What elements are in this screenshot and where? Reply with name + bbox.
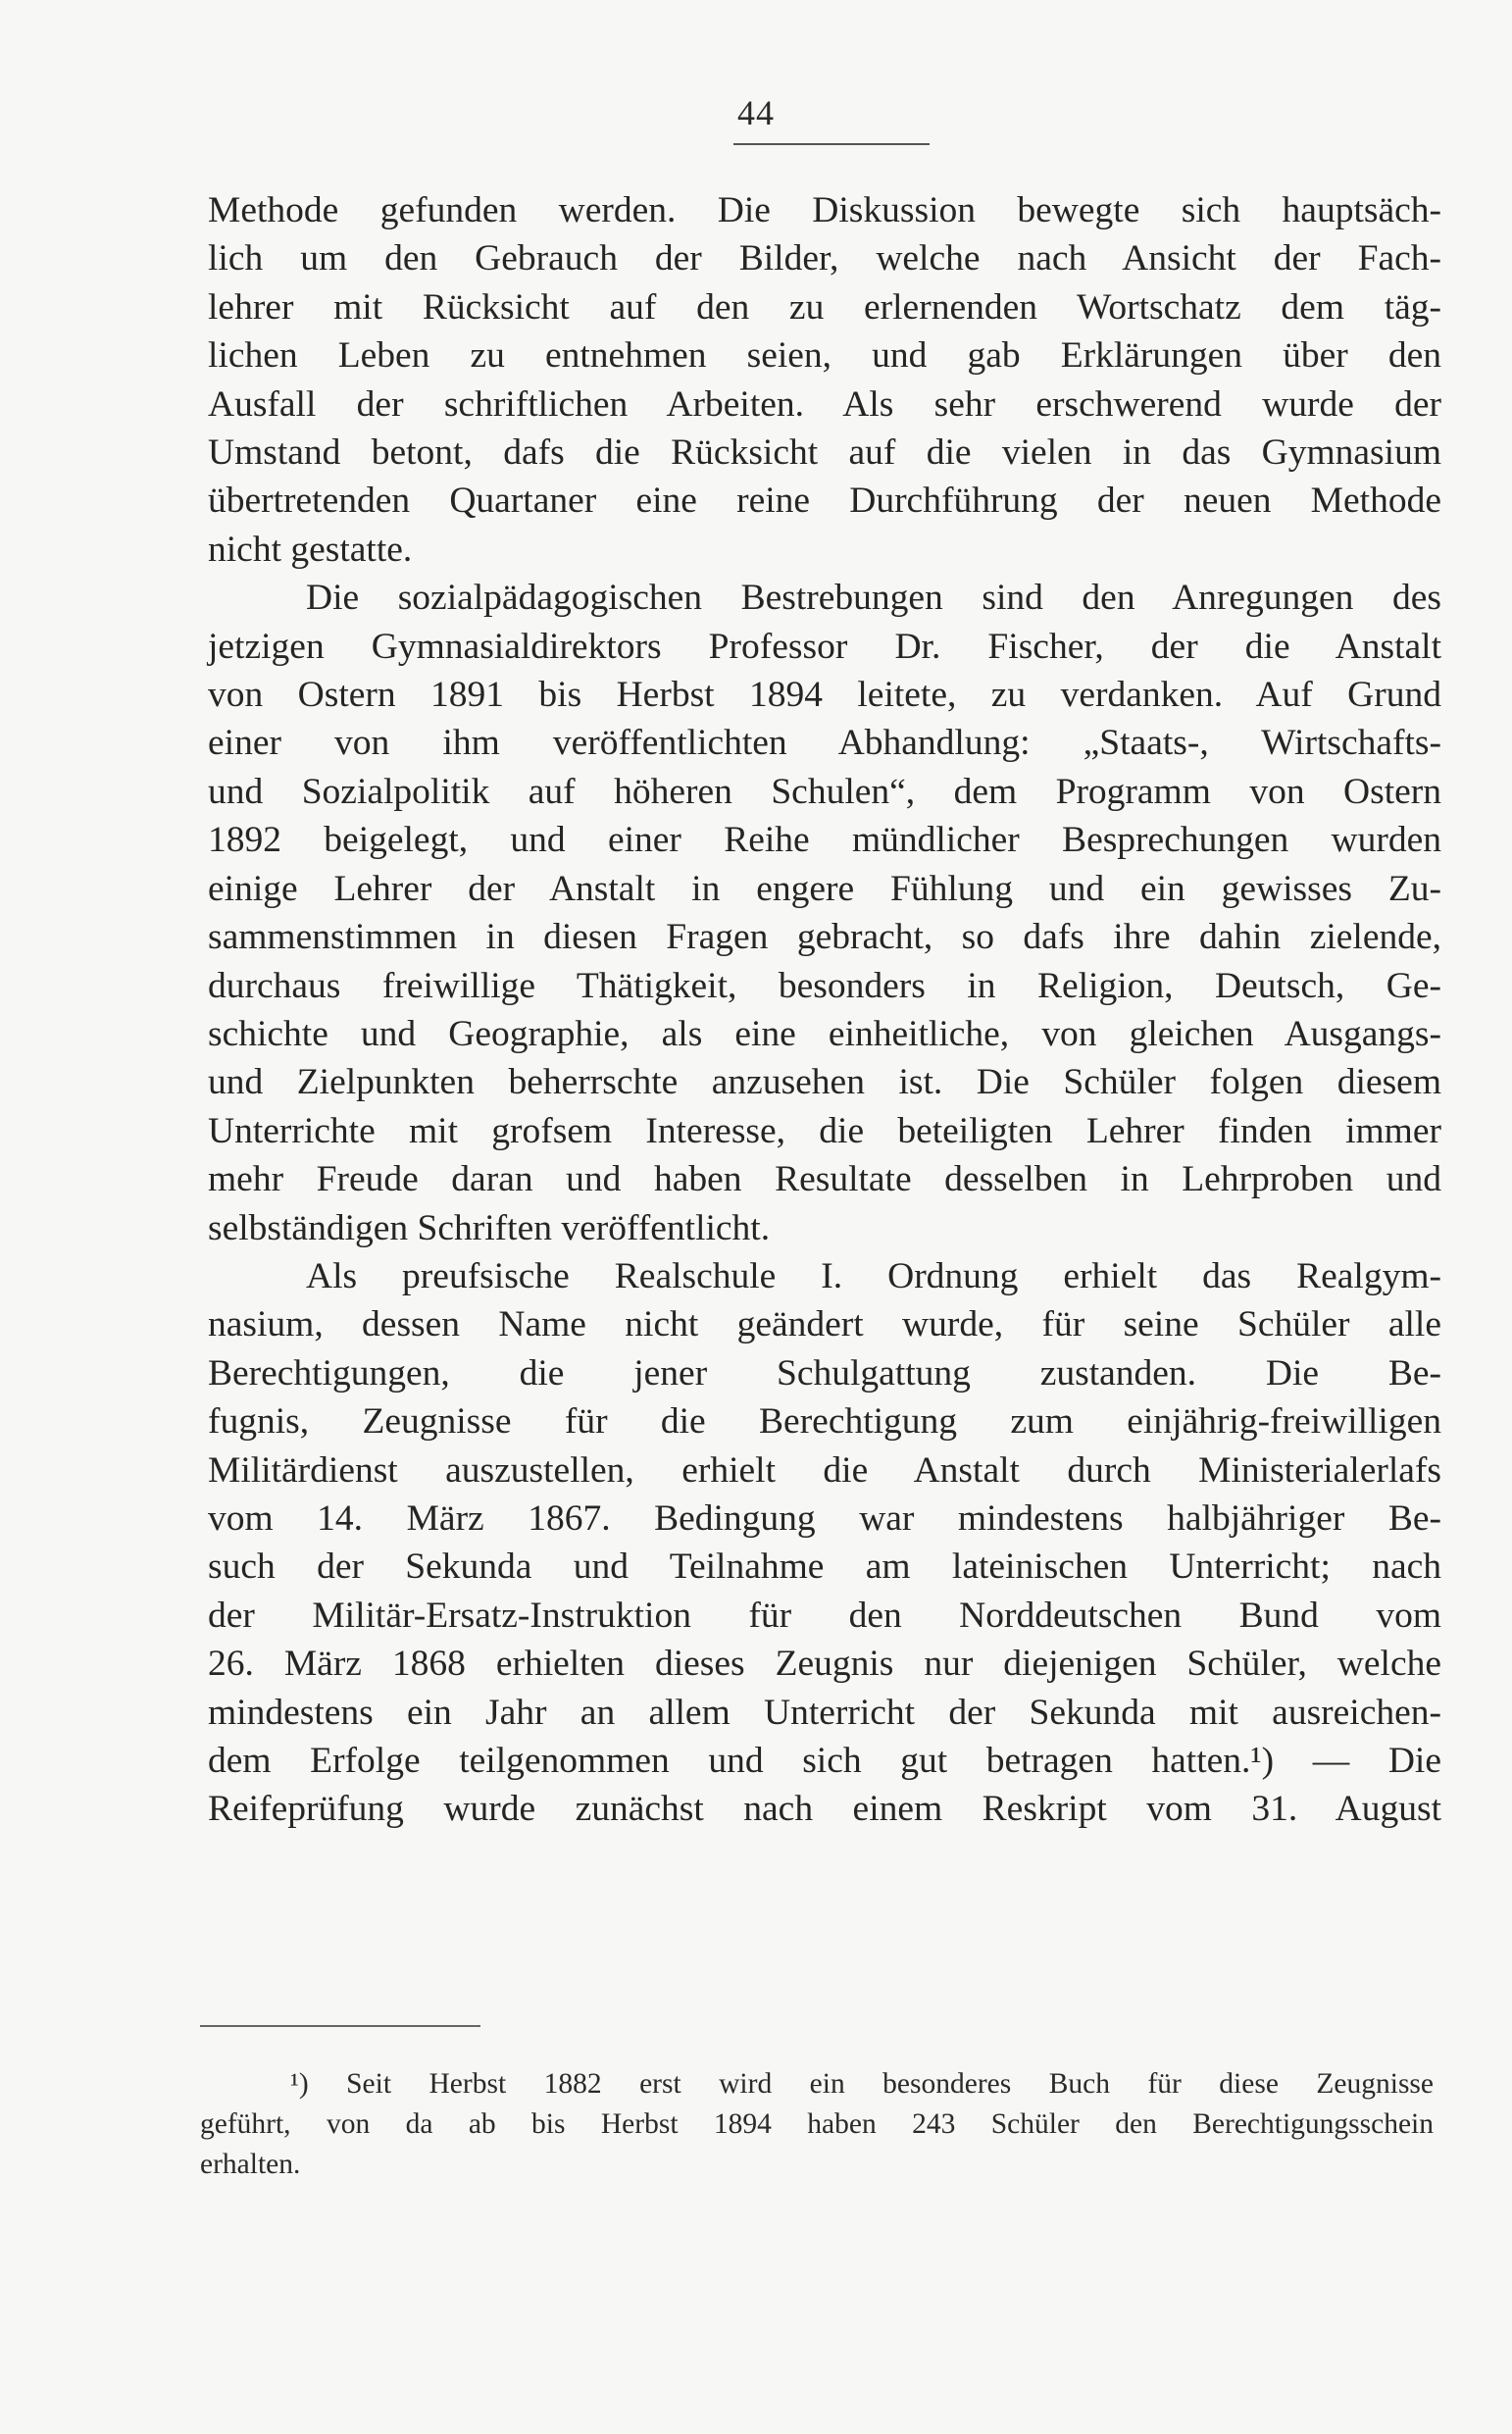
body-text [208, 186, 1441, 1834]
text-line: jetzigen Gymnasialdirektors Professor Dr. Fischer, der die Anstalt [208, 626, 1441, 667]
paragraph-2 [208, 574, 1441, 1252]
text-line: lehrer mit Rücksicht auf den zu erlernenden Wortschatz dem täg- [208, 286, 1441, 328]
text-line: mindestens ein Jahr an allem Unterricht der Sekunda mit ausreichen- [208, 1692, 1441, 1733]
text-line: einer von ihm veröffentlichten Abhandlung: „Staats-, Wirtschafts- [208, 723, 1441, 764]
text-line: und Sozialpolitik auf höheren Schulen“, dem Programm von Ostern [208, 771, 1441, 812]
text-line: durchaus freiwillige Thätigkeit, besonders in Religion, Deutsch, Ge- [208, 965, 1441, 1006]
text-line: Umstand betont, dafs die Rücksicht auf die vielen in das Gymnasium [208, 432, 1441, 474]
footnotes [200, 2064, 1434, 2185]
footnote-line: erhalten. [200, 2149, 301, 2180]
footnote-rule [200, 2025, 480, 2027]
text-line: der Militär-Ersatz-Instruktion für den Norddeutschen Bund vom [208, 1595, 1441, 1636]
text-line: schichte und Geographie, als eine einheitliche, von gleichen Ausgangs- [208, 1013, 1441, 1054]
text-line: Als preufsische Realschule I. Ordnung erhielt das Realgym- [306, 1255, 1441, 1296]
paragraph-1 [208, 186, 1441, 574]
text-line: nasium, dessen Name nicht geändert wurde, für seine Schüler alle [208, 1304, 1441, 1345]
text-line: selbständigen Schriften veröffentlicht. [208, 1207, 771, 1248]
text-line: 26. März 1868 erhielten dieses Zeugnis nur diejenigen Schüler, welche [208, 1644, 1441, 1685]
text-line: 1892 beigelegt, und einer Reihe mündlicher Besprechungen wurden [208, 820, 1441, 861]
text-line: Methode gefunden werden. Die Diskussion bewegte sich hauptsäch- [208, 190, 1441, 230]
footnote-line: geführt, von da ab bis Herbst 1894 haben 243 Schüler den Berechtigungsschein [200, 2108, 1434, 2140]
text-line: lichen Leben zu entnehmen seien, und gab Erklärungen über den [208, 335, 1441, 377]
text-line: übertretenden Quartaner eine reine Durchführung der neuen Methode [208, 481, 1441, 522]
text-line: Berechtigungen, die jener Schulgattung zustanden. Die Be- [208, 1352, 1441, 1394]
text-line: Unterrichte mit grofsem Interesse, die beteiligten Lehrer finden immer [208, 1110, 1441, 1151]
text-line: fugnis, Zeugnisse für die Berechtigung zum einjährig-freiwilligen [208, 1401, 1441, 1443]
text-line: von Ostern 1891 bis Herbst 1894 leitete, zu verdanken. Auf Grund [208, 675, 1441, 716]
text-line: such der Sekunda und Teilnahme am lateinischen Unterricht; nach [208, 1547, 1441, 1588]
text-line: lich um den Gebrauch der Bilder, welche nach Ansicht der Fach- [208, 238, 1441, 279]
text-line: und Zielpunkten beherrschte anzusehen ist. Die Schüler folgen diesem [208, 1062, 1441, 1103]
text-line: Die sozialpädagogischen Bestrebungen sind den Anregungen des [306, 578, 1441, 619]
text-line: einige Lehrer der Anstalt in engere Fühlung und ein gewisses Zu- [208, 868, 1441, 909]
text-line: Reifeprüfung wurde zunächst nach einem Reskript vom 31. August [208, 1789, 1441, 1830]
text-line: Ausfall der schriftlichen Arbeiten. Als sehr erschwerend wurde der [208, 383, 1441, 425]
text-line: Militärdienst auszustellen, erhielt die Anstalt durch Ministerialerlafs [208, 1449, 1441, 1491]
header-rule [733, 143, 930, 145]
text-line: mehr Freude daran und haben Resultate desselben in Lehrproben und [208, 1159, 1441, 1200]
text-line: vom 14. März 1867. Bedingung war mindestens halbjähriger Be- [208, 1497, 1441, 1539]
text-line: sammenstimmen in diesen Fragen gebracht, so dafs ihre dahin zielende, [208, 917, 1441, 958]
page-number: 44 [737, 93, 775, 132]
text-line: nicht gestatte. [208, 529, 413, 570]
text-line: dem Erfolge teilgenommen und sich gut betragen hatten.¹) — Die [208, 1741, 1441, 1781]
paragraph-3 [208, 1252, 1441, 1834]
footnote-line: ¹) Seit Herbst 1882 erst wird ein besonderes Buch für diese Zeugnisse [290, 2068, 1434, 2100]
